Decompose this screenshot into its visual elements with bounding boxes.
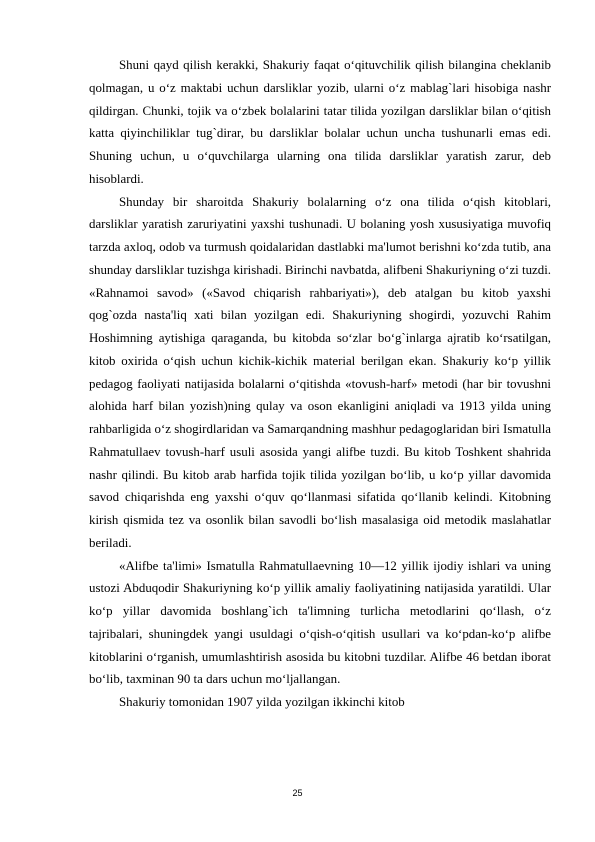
body-text [89,54,551,714]
paragraph-3: «Alifbe ta'limi» Ismatulla Rahmatullaevning 10—12 yillik ijodiy ishlari va uning ustozi Abduqodir Shakuriyning ko‘p yillik amaliy faoliyatining natijasida yaratildi. Ular ko‘p yillar davomida boshlang`ich ta'limning turlicha metodlarini qo‘llash, o‘z tajribalari, shuningdek yangi usuldagi o‘qish-o‘qitish usullari va ko‘pdan-ko‘p alifbe kitoblarini o‘rganish, umumlashtirish asosida bu kitobni tuzdilar. Alifbe 46 betdan iborat bo‘lib, taxminan 90 ta dars uchun mo‘ljallangan. [89,558,551,687]
paragraph-2: Shunday bir sharoitda Shakuriy bolalarning o‘z ona tilida o‘qish kitoblari, darsliklar yaratish zaruriyatini yaxshi tushunadi. U bolaning yosh xususiyatiga muvofiq tarzda axloq, odob va turmush qoidalaridan dastlabki ma'lumot berishni ko‘zda tutib, ana shunday darsliklar tuzishga kirishadi. Birinchi navbatda, alifbeni Shakuriyning o‘zi tuzdi. «Rahnamoi savod» («Savod chiqarish rahbariyati»), deb atalgan bu kitob yaxshi qog`ozda nasta'liq xati bilan yozilgan edi. Shakuriyning shogirdi, yozuvchi Rahim Hoshimning aytishiga qaraganda, bu kitobda so‘zlar bo‘g`inlarga ajratib ko‘rsatilgan, kitob oxirida o‘qish uchun kichik-kichik material berilgan ekan. Shakuriy ko‘p yillik pedagog faoliyati natijasida bolalarni o‘qitishda «tovush-harf» metodi (har bir tovushni alohida harf bilan yozish)ning qulay va oson ekanligini aniqladi va 1913 yilda uning rahbarligida o‘z shogirdlaridan va Samarqandning mashhur pedagoglaridan biri Ismatulla Rahmatullaev tovush-harf usuli asosida yangi alifbe tuzdi. Bu kitob Toshkent shahrida nashr qilindi. Bu kitob arab harfida tojik tilida yozilgan bo‘lib, u ko‘p yillar davomida savod chiqarishda eng yaxshi o‘quv qo‘llanmasi sifatida qo‘llanib kelindi. Kitobning kirish qismida tez va osonlik bilan savodli bo‘lish masalasiga oid metodik maslahatlar beriladi. [89,194,551,550]
page-number: 25 [292,788,303,798]
paragraph-4: Shakuriy tomonidan 1907 yilda yozilgan ikkinchi kitob [119,695,405,709]
paragraph-1: Shuni qayd qilish kerakki, Shakuriy faqat o‘qituvchilik qilish bilangina cheklanib qolmagan, u o‘z maktabi uchun darsliklar yozib, ularni o‘z mablag`lari hisobiga nashr qildirgan. Chunki, tojik va o‘zbek bolalarini tatar tilida yozilgan darsliklar bilan o‘qitish katta qiyinchiliklar tug`dirar, bu darsliklar bolalar uchun uncha tushunarli emas edi. Shuning uchun, u o‘quvchilarga ularning ona tilida darsliklar yaratish zarur, deb hisoblardi. [89,58,551,186]
